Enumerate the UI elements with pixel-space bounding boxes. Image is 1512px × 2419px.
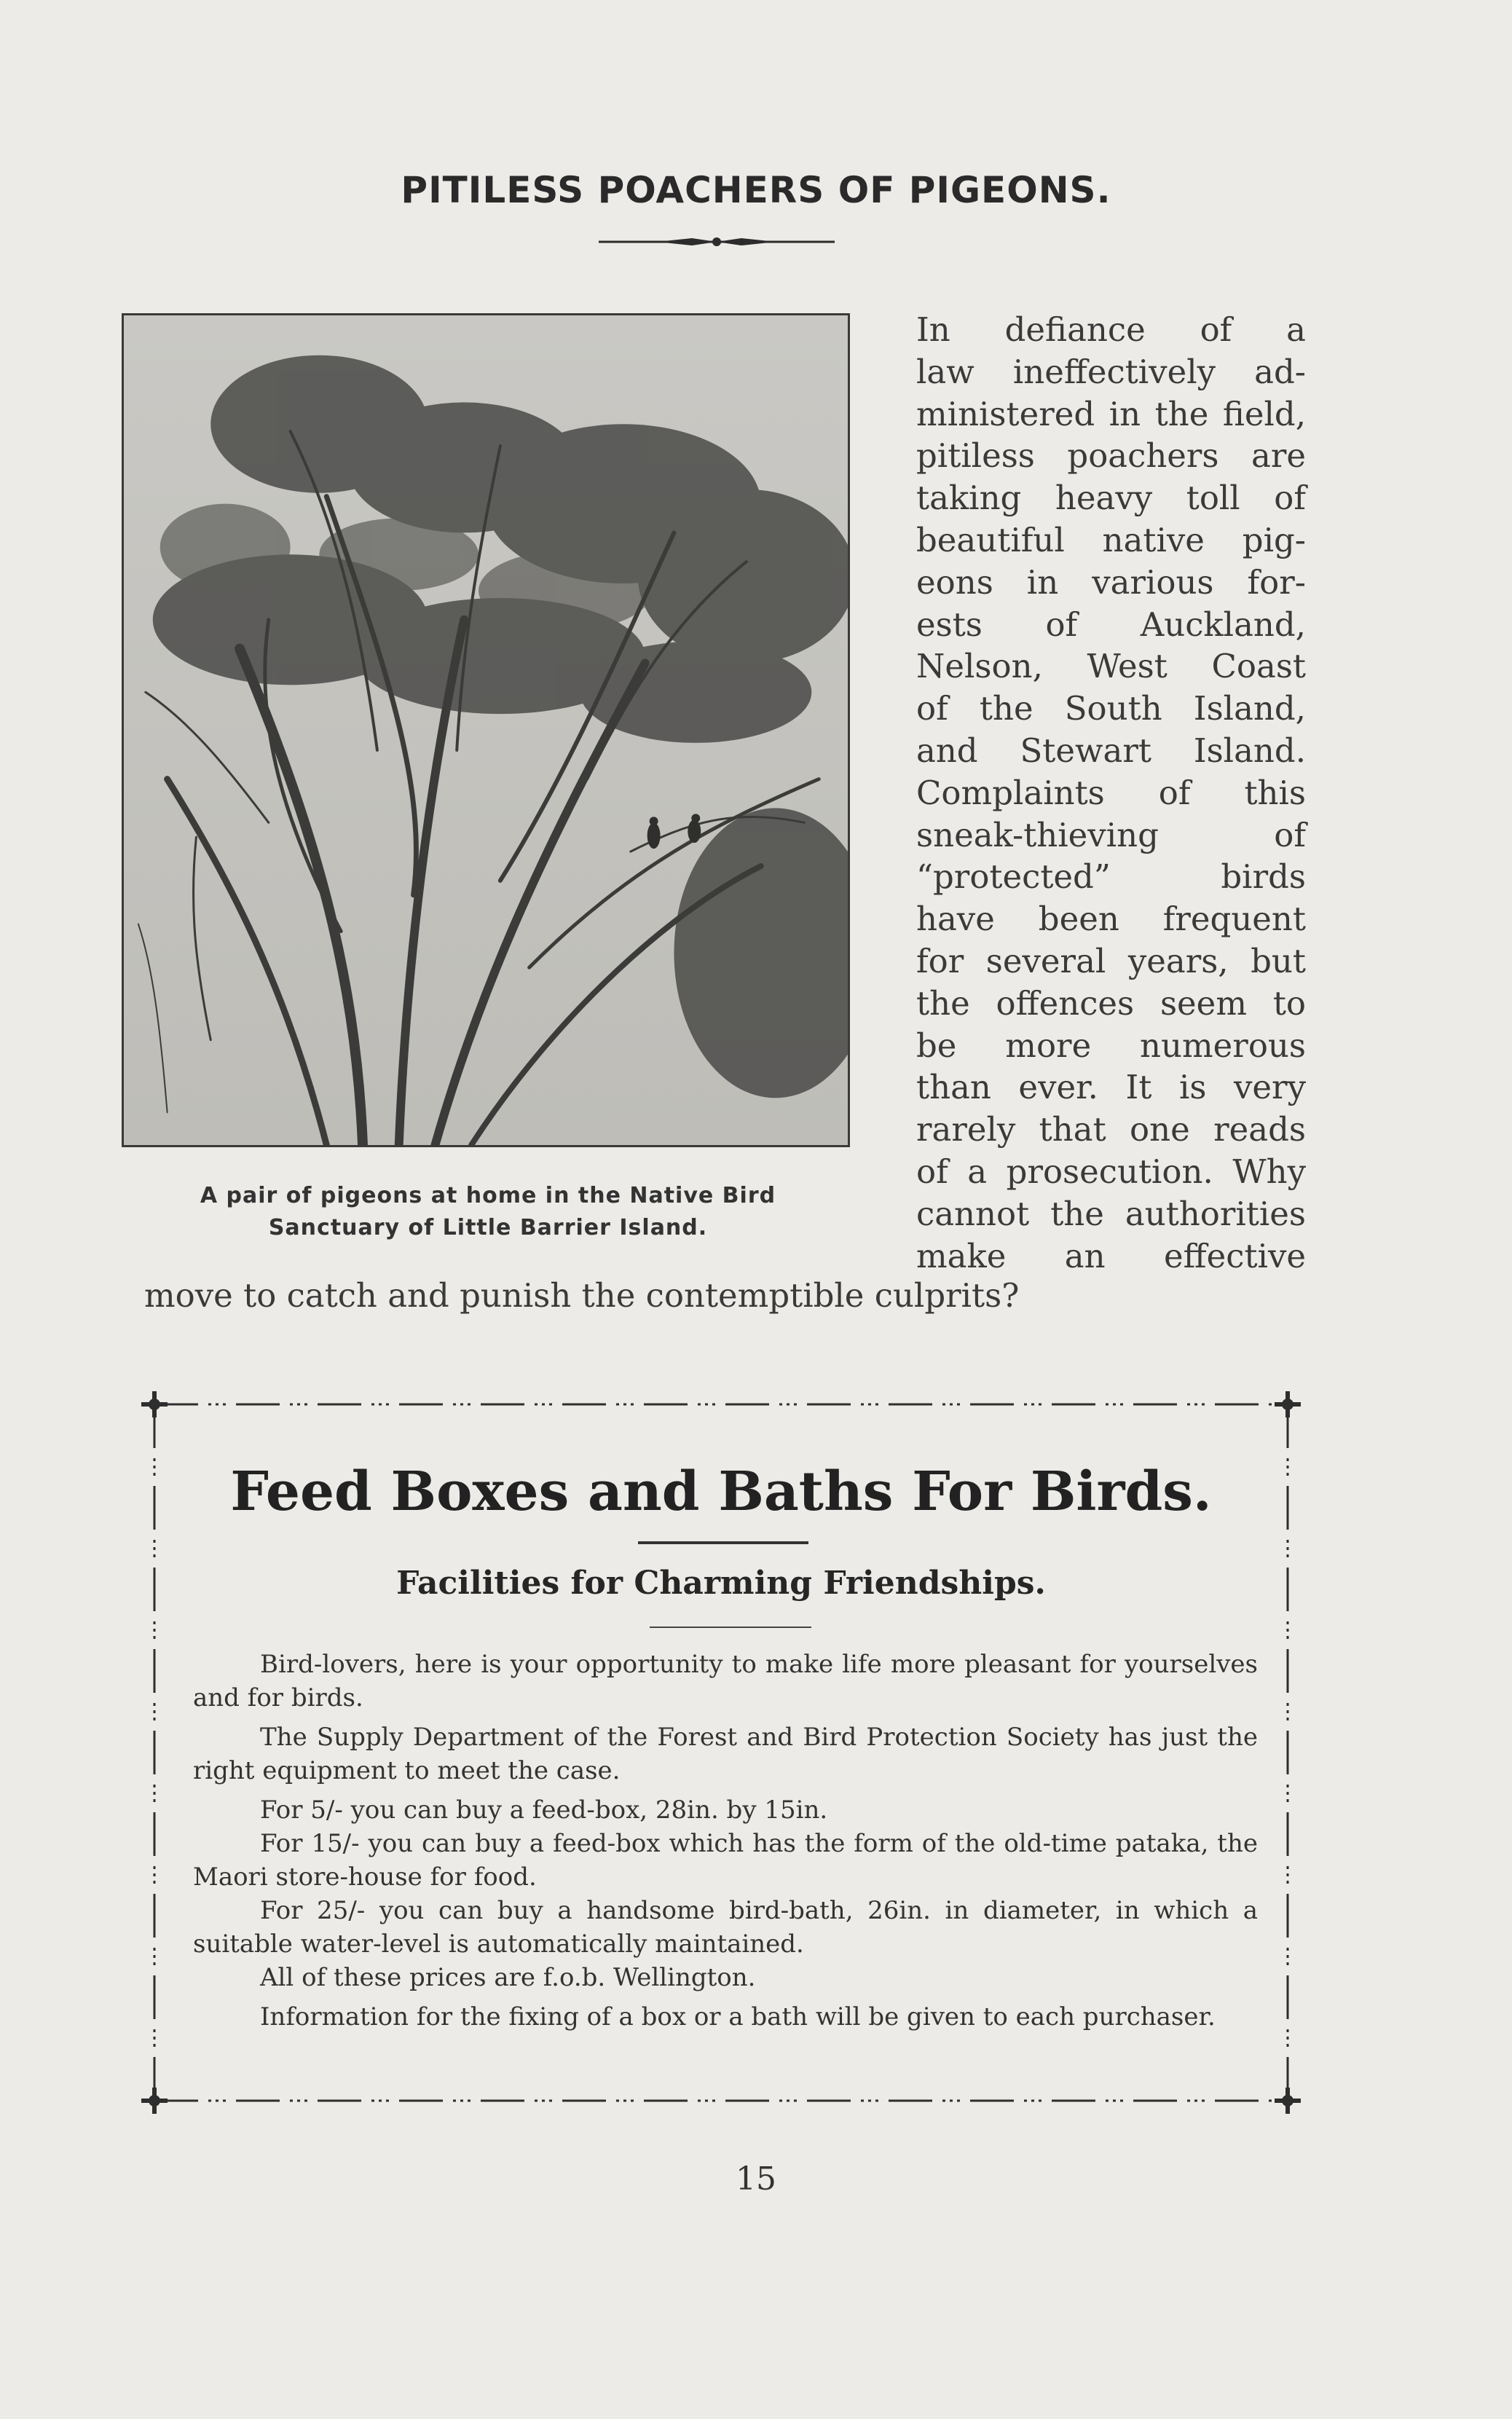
text-line: than ever. It is very xyxy=(916,1068,1306,1107)
advert-title: Feed Boxes and Baths For Birds. xyxy=(230,1460,1212,1523)
photo-caption xyxy=(124,1180,852,1244)
article-title: PITILESS POACHERS OF PIGEONS. xyxy=(401,169,1111,211)
text-line: be more numerous xyxy=(916,1026,1306,1065)
text-line: ests of Auckland, xyxy=(916,605,1306,644)
advert-paragraph: For 25/- you can buy a handsome bird-bath, 26in. in diameter, in which a suitable water-level is automatically maintained. xyxy=(193,1896,1258,1959)
text-line: rarely that one reads xyxy=(916,1110,1306,1149)
article-final-line: move to catch and punish the contemptible culprits? xyxy=(144,1276,1020,1315)
caption-line: Sanctuary of Little Barrier Island. xyxy=(268,1215,708,1240)
text-line: the offences seem to xyxy=(916,983,1306,1023)
text-line: “protected” birds xyxy=(916,857,1306,897)
advert-title-rule xyxy=(638,1541,808,1544)
advert-paragraph: The Supply Department of the Forest and Bird Protection Society has just the right equipment to meet the case. xyxy=(193,1723,1258,1785)
text-line: have been frequent xyxy=(916,900,1306,939)
text-line: sneak-thieving of xyxy=(916,815,1306,854)
advert-paragraph: For 15/- you can buy a feed-box which has the form of the old-time pataka, the Maori store-house for food. xyxy=(193,1829,1258,1892)
text-line: of the South Island, xyxy=(916,689,1306,728)
caption-line: A pair of pigeons at home in the Native Bird xyxy=(200,1183,776,1208)
text-line: of a prosecution. Why xyxy=(916,1152,1306,1191)
text-line: eons in various for- xyxy=(916,562,1306,602)
text-line: and Stewart Island. xyxy=(916,731,1306,770)
advert-paragraph: For 5/- you can buy a feed-box, 28in. by 15in. xyxy=(260,1795,828,1825)
text-line: Complaints of this xyxy=(916,773,1306,812)
title-ornament-rule xyxy=(599,232,835,252)
advert-paragraph: All of these prices are f.o.b. Wellington. xyxy=(260,1963,756,1992)
text-line: law ineffectively ad- xyxy=(916,352,1306,391)
text-line: taking heavy toll of xyxy=(916,479,1306,518)
page-number: 15 xyxy=(736,2160,776,2198)
text-line: for several years, but xyxy=(916,941,1306,980)
text-line: make an effective xyxy=(916,1236,1306,1275)
text-line: In defiance of a xyxy=(916,310,1306,349)
pigeons-photo xyxy=(122,313,850,1147)
advert-subtitle-rule xyxy=(650,1627,811,1628)
text-line: cannot the authorities xyxy=(916,1194,1306,1233)
article-column-text xyxy=(916,309,1306,1277)
advert-paragraph: Information for the fixing of a box or a bath will be given to each purchaser. xyxy=(260,2002,1216,2031)
text-line: beautiful native pig- xyxy=(916,520,1306,559)
advert-paragraph: Bird-lovers, here is your opportunity to make life more pleasant for yourselves and for birds. xyxy=(193,1650,1258,1712)
advert-subtitle: Facilities for Charming Friendships. xyxy=(396,1565,1046,1602)
text-line: pitiless poachers are xyxy=(916,436,1306,476)
text-line: Nelson, West Coast xyxy=(916,647,1306,686)
text-line: ministered in the field, xyxy=(916,394,1306,433)
advert-body xyxy=(193,1648,1258,2040)
